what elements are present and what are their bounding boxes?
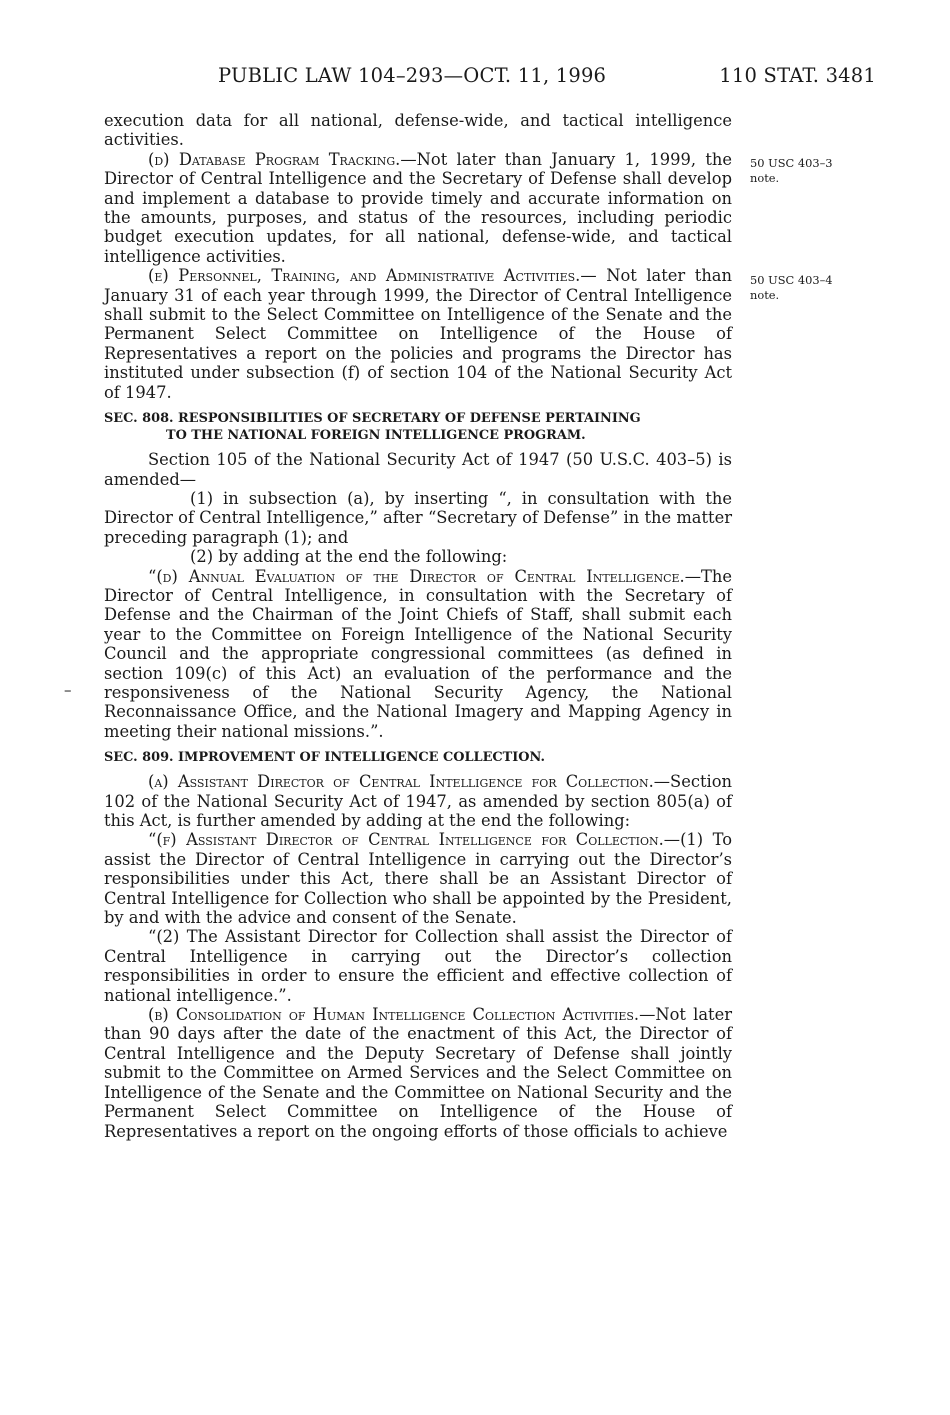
margin-dash-mark: –: [64, 681, 72, 699]
public-law-title: PUBLIC LAW 104–293—OCT. 11, 1996: [218, 64, 607, 87]
section-809-heading: SEC. 809. IMPROVEMENT OF INTELLIGENCE COLLECTION.: [104, 750, 545, 766]
margin-note-403-4: 50 USC 403–4 note.: [750, 273, 833, 302]
paragraph: Section 105 of the National Security Act of 1947 (50 U.S.C. 403–5) is amended—: [104, 450, 732, 489]
subsection-heading: (e) Personnel, Training, and Administrative Activities.: [148, 266, 581, 286]
paragraph-item-1: (1) in subsection (a), by inserting “, in consultation with the Director of Central Intelligence,” after “Secretary of Defense” in the matter preceding paragraph (1); and: [104, 488, 732, 547]
section-808-heading: SEC. 808. RESPONSIBILITIES OF SECRETARY OF DEFENSE PERTAINING TO THE NATIONAL FOREIGN INTELLIGENCE PROGRAM.: [104, 411, 641, 444]
subsection-heading: (a) Assistant Director of Central Intelligence for Collection.: [148, 772, 654, 792]
subsection-heading: “(d) Annual Evaluation of the Director of Central Intelligence.: [148, 566, 685, 586]
quoted-subsection-d: “(d) Annual Evaluation of the Director of Central Intelligence.—The Director of Central Intelligence, in consultation with the Secretary of Defense and the Chairman of the Joint Chiefs of Staff, shall submit each year to the Committee on Foreign Intelligence of the National Security Council and the appropriate congressional committees (as defined in section 109(c) of this Act) an evaluation of the performance and the responsiveness of the National Security Agency, the National Reconnaissance Office, and the National Imagery and Mapping Agency in meeting their national missions.”.: [104, 566, 732, 741]
subsection-heading: “(f) Assistant Director of Central Intelligence for Collection.: [148, 830, 664, 850]
statute-page-number: 110 STAT. 3481: [719, 64, 876, 87]
paragraph: “(2) The Assistant Director for Collection shall assist the Director of Central Intelligence in carrying out the Director’s collection responsibilities in order to ensure the efficient and effective collection of national intelligence.”.: [104, 927, 732, 1005]
quoted-subsection-f: “(f) Assistant Director of Central Intelligence for Collection.—(1) To assist the Director of Central Intelligence in carrying out the Director’s responsibilities under this Act, there shall be an Assistant Director of Central Intelligence for Collection who shall be appointed by the President, by and with the advice and consent of the Senate.: [104, 830, 732, 928]
subsection-heading: (d) Database Program Tracking.: [148, 149, 401, 169]
subsection-e-personnel: (e) Personnel, Training, and Administrative Activities.— Not later than January 31 of each year through 1999, the Director of Central Intelligence shall submit to the Select Committee on Intelligence of the Senate and the Permanent Select Committee on Intelligence of the House of Representatives a report on the policies and programs the Director has instituted under subsection (f) of section 104 of the National Security Act of 1947.: [104, 266, 732, 402]
subsection-b-consolidation: (b) Consolidation of Human Intelligence Collection Activities.—Not later than 90 days after the date of the enactment of this Act, the Director of Central Intelligence and the Deputy Secretary of Defense shall jointly submit to the Committee on Armed Services and the Select Committee on Intelligence of the Senate and the Committee on National Security and the Permanent Select Committee on Intelligence of the House of Representatives a report on the ongoing efforts of those officials to achieve: [104, 1005, 732, 1141]
subsection-d-database: (d) Database Program Tracking.—Not later than January 1, 1999, the Director of Central Intelligence and the Secretary of Defense shall develop and implement a database to provide timely and accurate information on the amounts, purposes, and status of the resources, including periodic budget execution updates, for all national, defense-wide, and tactical intelligence activities.: [104, 149, 732, 266]
margin-note-403-3: 50 USC 403–3 note.: [750, 156, 833, 185]
body-text: [104, 111, 732, 1141]
paragraph-item-2: (2) by adding at the end the following:: [190, 547, 508, 567]
subsection-heading: (b) Consolidation of Human Intelligence Collection Activities.: [148, 1005, 640, 1025]
paragraph: execution data for all national, defense-wide, and tactical intelligence activities.: [104, 111, 732, 150]
subsection-a-assistant-director: (a) Assistant Director of Central Intelligence for Collection.—Section 102 of the National Security Act of 1947, as amended by section 805(a) of this Act, is further amended by adding at the end the following:: [104, 772, 732, 830]
